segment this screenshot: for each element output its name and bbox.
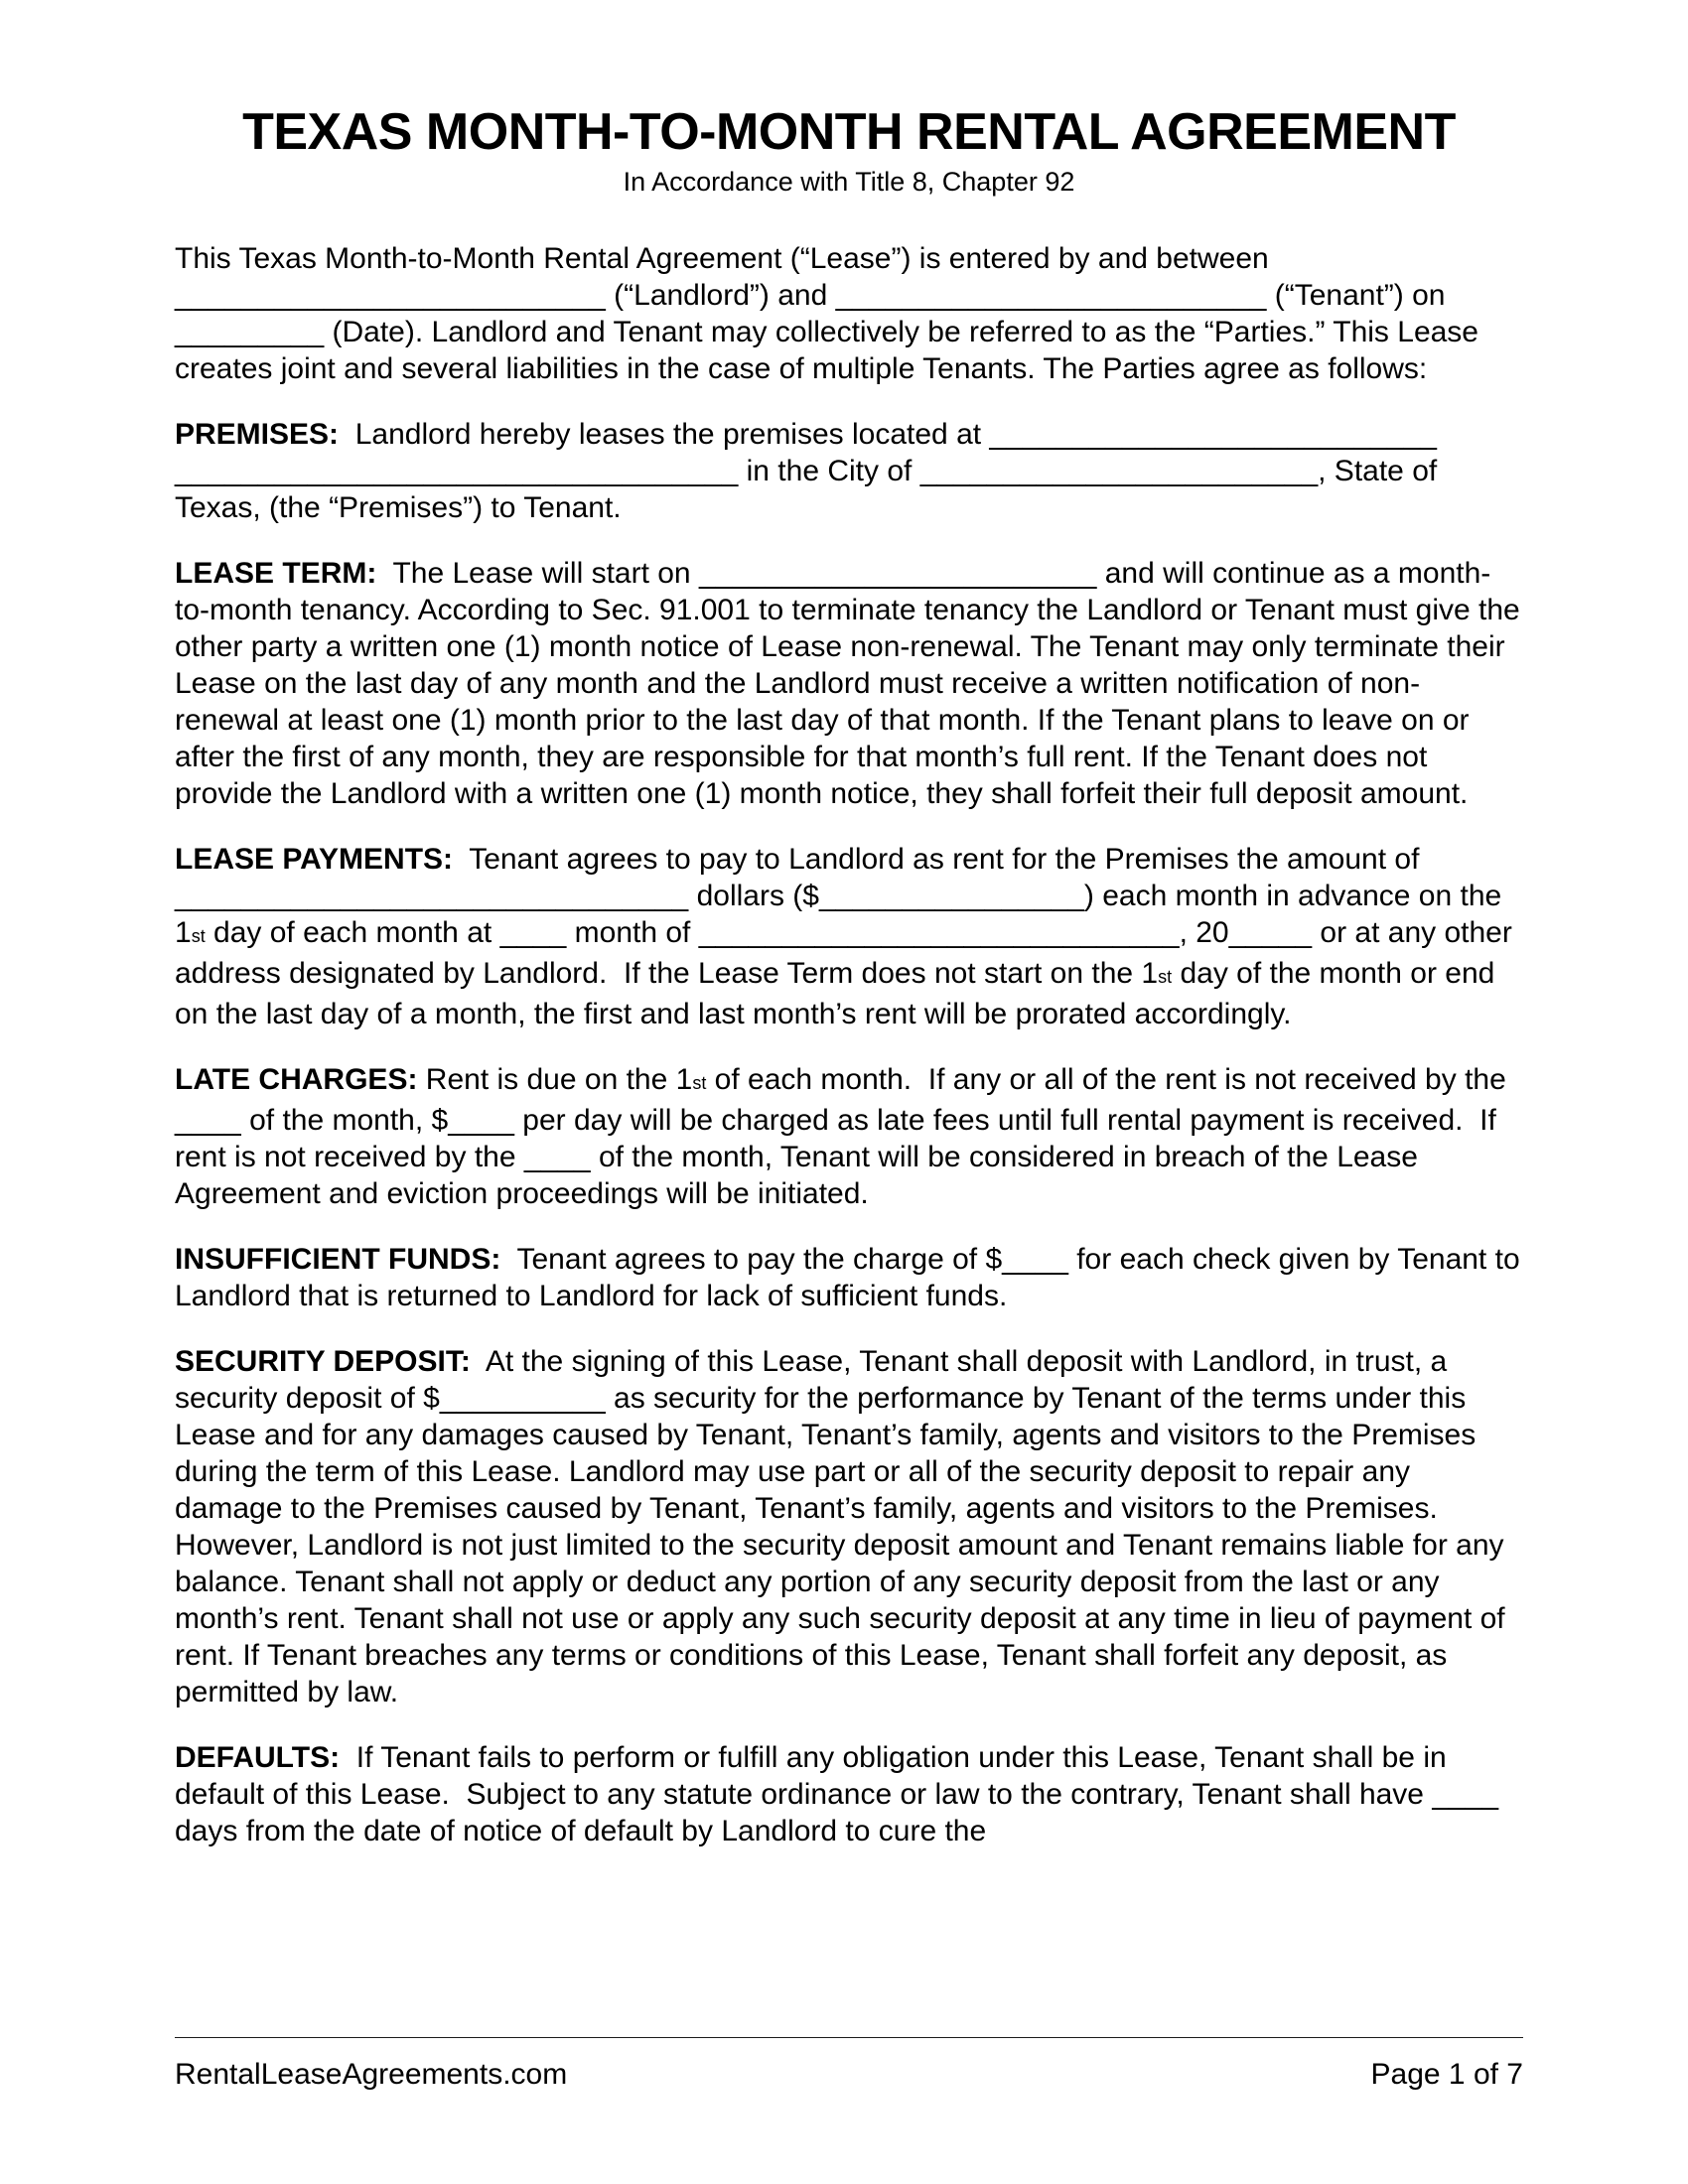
paragraph-intro [175,240,1523,387]
start-date-blank[interactable]: ________________________ [698,557,1097,590]
text-run: day of each month at [205,916,500,949]
landlord-name-blank[interactable]: __________________________ [175,279,606,312]
text-run: This Texas Month-to-Month Rental Agreement (“Lease”) is entered by and between [175,242,1278,275]
late-day-blank[interactable]: ____ [175,1104,241,1137]
section-heading: LEASE TERM: [175,557,377,590]
text-run: of the month, $ [240,1104,449,1137]
text-run: of the month, Tenant will be considered in breach of the Lease Agreement and eviction proceedings will be initiated. [175,1141,1425,1210]
footer-page-number: Page 1 of 7 [1370,2058,1523,2091]
text-run: st [1158,967,1173,987]
section-heading: PREMISES: [175,418,340,451]
premises-address-blank-1[interactable]: ___________________________ [989,418,1437,451]
rent-amount-words-blank[interactable]: _______________________________ [175,880,689,912]
text-run: Tenant agrees to pay the charge of $ [500,1243,1003,1276]
text-run: Landlord hereby leases the premises located at [339,418,990,451]
text-run: , State of Texas, (the “Premises”) to Tenant. [175,455,1446,524]
text-run: month of [566,916,699,949]
text-run: in the City of [738,455,920,487]
footer-site: RentalLeaseAgreements.com [175,2058,568,2091]
date-blank[interactable]: _________ [175,316,325,348]
document-body [175,240,1529,1849]
year-blank[interactable]: _____ [1228,916,1313,949]
document-title: TEXAS MONTH-TO-MONTH RENTAL AGREEMENT [242,103,1456,161]
paragraph-lease-payments [175,841,1523,1032]
breach-day-blank[interactable]: ____ [523,1141,591,1173]
tenant-name-blank[interactable]: __________________________ [835,279,1267,312]
text-run: (“Tenant”) on [1266,279,1454,312]
paragraph-premises [175,416,1523,526]
text-run: as security for the performance by Tenant of the terms under this Lease and for any damages caused by Tenant, Tenant’s family, agents and visitors to the Premises during the term of this Lease. Landlord may use part or all of the security deposit to repair any damage to the Premises caused by Tenant, Tenant’s family, agents and visitors to the Premises. However, Landlord is not just limited to the security deposit amount and Tenant remains liable for any balance. Tenant shall not apply or deduct any portion of any security deposit from the last or any month’s rent. Tenant shall not use or apply any such security deposit at any time in lieu of payment of rent. If Tenant breaches any terms or conditions of this Lease, Tenant shall forfeit any deposit, as permitted by law. [175,1382,1513,1708]
text-run: The Lease will start on [376,557,699,590]
section-heading: LEASE PAYMENTS: [175,843,454,876]
month-at-blank[interactable]: ____ [499,916,567,949]
city-blank[interactable]: ________________________ [919,455,1319,487]
section-heading: INSUFFICIENT FUNDS: [175,1243,501,1276]
paragraph-lease-term [175,555,1529,812]
document-content [175,103,1529,1849]
text-run: Rent is due on the 1 [417,1063,693,1096]
text-run: At the signing of this Lease, Tenant shall deposit with Landlord, in trust, a security deposit of $ [175,1345,1456,1415]
text-run: Tenant agrees to pay to Landlord as rent for the Premises the amount of [453,843,1428,876]
section-heading: SECURITY DEPOSIT: [175,1345,471,1378]
text-run: , 20 [1179,916,1229,949]
text-run: for each check given by Tenant to Landlord that is returned to Landlord for lack of sufficient funds. [175,1243,1528,1312]
text-run: and will continue as a month-to-month tenancy. According to Sec. 91.001 to terminate tenancy the Landlord or Tenant must give the other party a written one (1) month notice of Lease non-renewal. The Tenant may only terminate their Lease on the last day of any month and the Landlord must receive a written notification of non-renewal at least one (1) month prior to the last day of that month. If the Tenant plans to leave on or after the first of any month, they are responsible for that month’s full rent. If the Tenant does not provide the Landlord with a written one (1) month notice, they shall forfeit their full deposit amount. [175,557,1529,810]
paragraph-defaults [175,1739,1523,1849]
document-subtitle: In Accordance with Title 8, Chapter 92 [623,167,1075,197]
text-run: days from the date of notice of default by Landlord to cure the [175,1778,1507,1847]
section-heading: LATE CHARGES: [175,1063,418,1096]
text-run: st [692,1073,707,1093]
text-run: ) each month in advance on the 1 [175,880,1510,949]
premises-address-blank-2[interactable]: __________________________________ [175,455,739,487]
paragraph-security-deposit [175,1343,1523,1710]
month-of-blank[interactable]: _____________________________ [698,916,1180,949]
section-heading: DEFAULTS: [175,1741,341,1774]
deposit-amount-blank[interactable]: __________ [439,1382,606,1415]
text-run [1437,418,1445,451]
text-run: dollars ($ [688,880,819,912]
text-run: (Date). Landlord and Tenant may collectively be referred to as the “Parties.” This Lease creates joint and several liabilities in the case of multiple Tenants. The Parties agree as follows: [175,316,1487,385]
late-fee-amount-blank[interactable]: ____ [448,1104,514,1137]
footer [175,2037,1523,2093]
text-run: of each month. If any or all of the rent is not received by the [706,1063,1515,1096]
text-run: (“Landlord”) and [605,279,836,312]
paragraph-insufficient-funds [175,1241,1528,1314]
text-run: or at any other address designated by Landlord. If the Lease Term does not start on the 1 [175,916,1521,990]
nsf-fee-blank[interactable]: ____ [1002,1243,1068,1276]
text-run: If Tenant fails to perform or fulfill any obligation under this Lease, Tenant shall be in default of this Lease. Subject to any statute ordinance or law to the contrary, Tenant shall have [175,1741,1456,1811]
rent-amount-number-blank[interactable]: ________________ [818,880,1084,912]
text-run: day of the month or end on the last day of a month, the first and last month’s rent will be prorated accordingly. [175,957,1503,1030]
cure-days-blank[interactable]: ____ [1432,1778,1499,1811]
text-run: st [191,926,206,946]
paragraph-late-charges [175,1061,1523,1212]
text-run: per day will be charged as late fees until full rental payment is received. If rent is not received by the [175,1104,1505,1173]
